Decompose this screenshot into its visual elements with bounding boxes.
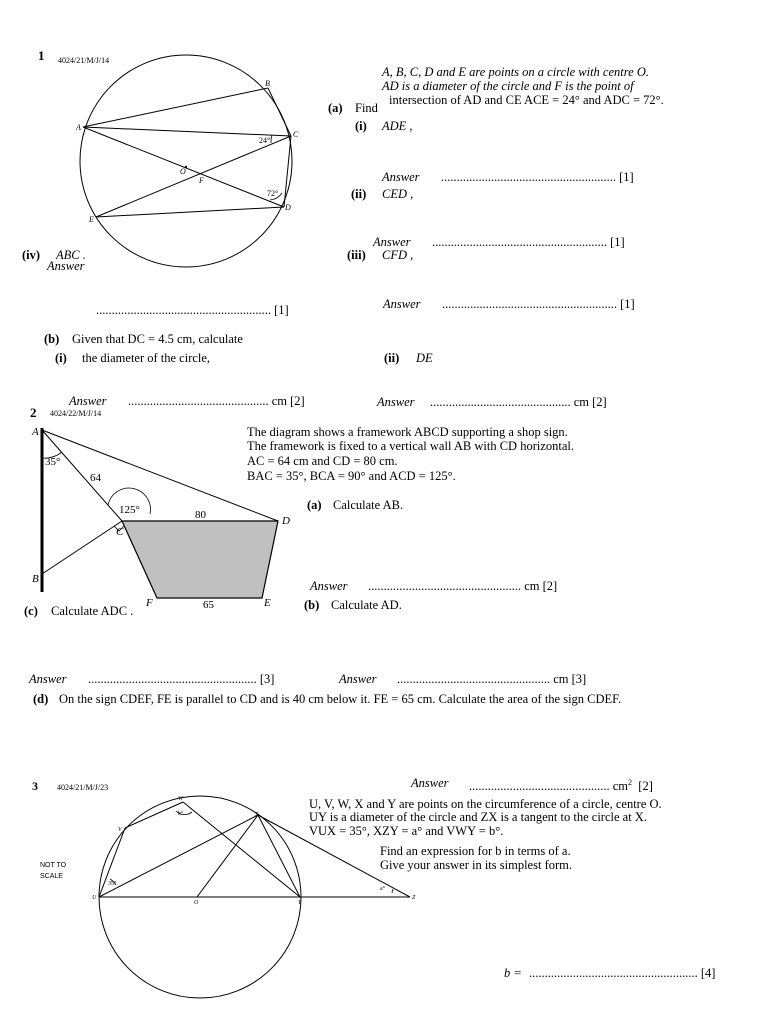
q2-c-text: Calculate ADC .	[51, 604, 134, 618]
q1-b-label: (b)	[44, 332, 60, 346]
q1-answer-label-iii: Answer	[383, 297, 421, 311]
q3-label-y: Y	[298, 900, 302, 906]
q3-label-w: W	[178, 796, 183, 802]
q3-stem-3: VUX = 35°, XZY = a° and VWY = b°.	[309, 824, 504, 838]
q1-answer-line-bii[interactable]: ............................................. cm [2]	[430, 395, 607, 409]
q1-stem-3: intersection of AD and CE ACE = 24° and ADC = 72°.	[389, 93, 664, 107]
q1-label-a: A	[76, 123, 81, 132]
q1-a-text: Find	[355, 101, 378, 115]
q3-answer-line[interactable]: ...................................................... [4]	[529, 966, 716, 980]
q3-not-to-scale: NOT TO SCALE	[40, 862, 67, 880]
q1-ii-label: (ii)	[351, 187, 367, 201]
q1-answer-label-i: Answer	[382, 170, 420, 184]
q2-answer-marks-d: [2]	[638, 779, 653, 794]
q1-label-e: E	[89, 215, 94, 224]
q2-answer-label-b: Answer	[339, 672, 377, 686]
q3-label-x: X	[255, 812, 259, 818]
q3-angle-b: b°	[178, 811, 184, 817]
q1-i-text: ADE ,	[382, 119, 413, 133]
q1-answer-line-i[interactable]: ........................................................ [1]	[441, 170, 634, 184]
q1-answer-label-ii: Answer	[373, 235, 411, 249]
q2-b-label: (b)	[304, 598, 320, 612]
q2-c-label: (c)	[24, 604, 38, 618]
q2-stem-4: BAC = 35°, BCA = 90° and ACD = 125°.	[247, 469, 456, 483]
q2-answer-line-b[interactable]: ................................................. cm [3]	[397, 672, 587, 686]
q2-length-64: 64	[90, 472, 101, 484]
q1-answer-line-iv[interactable]: ........................................................ [1]	[96, 303, 289, 317]
q3-angle-35: 35°	[108, 881, 117, 887]
q2-ref: 4024/22/M/J/14	[50, 409, 102, 418]
q2-label-e: E	[264, 597, 271, 609]
q3-stem-4: Find an expression for b in terms of a.	[380, 844, 571, 858]
q1-answer-label-bi: Answer	[69, 394, 107, 408]
q2-label-f: F	[146, 597, 153, 609]
q3-label-v: V	[118, 827, 122, 833]
q1-answer-label-iv: Answer	[47, 259, 85, 273]
q2-answer-label-c: Answer	[29, 672, 67, 686]
q3-stem-1: U, V, W, X and Y are points on the circumference of a circle, centre O.	[309, 797, 662, 811]
q2-stem-2: The framework is fixed to a vertical wall AB with CD horizontal.	[247, 439, 574, 453]
q1-answer-line-iii[interactable]: ........................................................ [1]	[442, 297, 635, 311]
q1-iv-label: (iv)	[22, 248, 41, 262]
q2-length-65: 65	[203, 599, 214, 611]
q1-b-text: Given that DC = 4.5 cm, calculate	[72, 332, 243, 346]
q1-label-d: D	[285, 203, 291, 212]
q2-d-label: (d)	[33, 692, 49, 706]
q3-answer-label: b =	[504, 966, 522, 980]
q2-answer-unit-exponent: 2	[628, 778, 633, 787]
q3-angle-a: a°	[380, 886, 386, 892]
q3-label-u: U	[92, 895, 97, 901]
q1-ii-text: CED ,	[382, 187, 414, 201]
q2-b-text: Calculate AD.	[331, 598, 402, 612]
q1-answer-line-bi[interactable]: ............................................. cm [2]	[128, 394, 305, 408]
q3-label-z: Z	[412, 895, 416, 901]
q2-label-a: A	[32, 426, 39, 438]
q2-a-label: (a)	[307, 498, 322, 512]
q1-label-o: O	[180, 167, 186, 176]
q1-bii-label: (ii)	[384, 351, 400, 365]
q2-answer-line-c[interactable]: ...................................................... [3]	[88, 672, 275, 686]
q1-ref: 4024/21/M/J/14	[58, 56, 110, 65]
q1-answer-label-bii: Answer	[377, 395, 415, 409]
q3-label-o: O	[194, 900, 199, 906]
q2-d-text: On the sign CDEF, FE is parallel to CD and is 40 cm below it. FE = 65 cm. Calculate the area of the sign CDEF.	[59, 692, 622, 706]
q2-a-text: Calculate AB.	[333, 498, 404, 512]
q1-a-label: (a)	[328, 101, 343, 115]
q3-number: 3	[32, 779, 38, 793]
q2-label-d: D	[282, 515, 290, 527]
q1-i-label: (i)	[355, 119, 367, 133]
q1-label-b: B	[265, 79, 270, 88]
q1-stem-1: A, B, C, D and E are points on a circle with centre O.	[382, 65, 649, 79]
q1-answer-line-ii[interactable]: ........................................................ [1]	[432, 235, 625, 249]
q1-label-f: F	[199, 176, 204, 185]
q2-angle-125: 125°	[119, 504, 140, 516]
q1-bi-text: the diameter of the circle,	[82, 351, 211, 365]
q2-label-b: B	[32, 573, 39, 585]
q2-answer-label-a: Answer	[310, 579, 348, 593]
q2-answer-line-a[interactable]: ................................................. cm [2]	[368, 579, 558, 593]
q1-label-c: C	[293, 130, 299, 139]
q2-answer-dots-d: ............................................. cm	[469, 779, 629, 794]
q1-bii-text: DE	[416, 351, 433, 365]
q1-iii-text: CFD ,	[382, 248, 414, 262]
q2-number: 2	[30, 405, 37, 420]
q2-stem-3: AC = 64 cm and CD = 80 cm.	[247, 454, 398, 468]
q2-label-c: C	[116, 526, 124, 538]
q3-ref: 4024/21/M/J/23	[57, 783, 109, 792]
q1-number: 1	[38, 48, 45, 63]
q3-stem-5: Give your answer in its simplest form.	[380, 858, 572, 872]
q1-bi-label: (i)	[55, 351, 67, 365]
q2-answer-label-d: Answer	[411, 776, 449, 790]
q2-stem-1: The diagram shows a framework ABCD supporting a shop sign.	[247, 425, 568, 439]
q2-angle-35: 35°	[45, 456, 61, 468]
q1-angle-24: 24°	[259, 136, 271, 145]
q2-length-80: 80	[195, 509, 206, 521]
q1-iv-text: ABC .	[56, 248, 86, 262]
q1-angle-72: 72°	[267, 189, 279, 198]
q1-stem-2: AD is a diameter of the circle and F is the point of	[382, 79, 634, 93]
q1-iii-label: (iii)	[347, 248, 366, 262]
q3-stem-2: UY is a diameter of the circle and ZX is a tangent to the circle at X.	[309, 810, 647, 824]
